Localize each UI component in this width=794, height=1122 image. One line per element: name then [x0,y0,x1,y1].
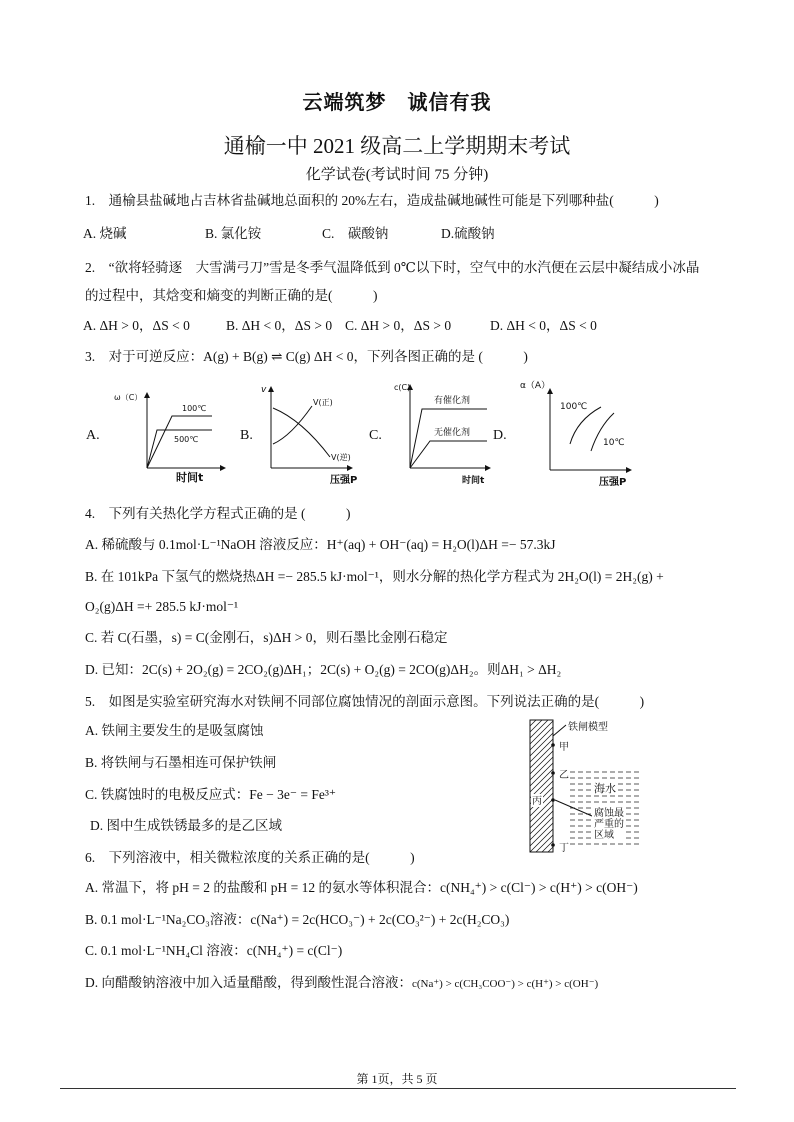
q3-graph-b [258,380,363,488]
q2-option-a: A. ΔH > 0，ΔS < 0 [83,318,190,333]
gate-hatch-line [530,817,553,840]
curve-label-with-catalyst: 有催化剂 [434,396,471,406]
q4-stem: 4. 下列有关热化学方程式正确的是 ( ) [85,506,351,521]
curve-label-10c: 10℃ [603,438,625,448]
point-jia-marker [551,743,555,747]
q1-option-d: D.硫酸钠 [441,226,495,241]
iron-gate-model-label: 铁闸模型 [568,722,608,733]
corrosion-note-line-2: 严重的 [594,819,624,830]
exam-subtitle: 化学试卷(考试时间 75 分钟) [305,167,489,183]
q3-option-b-label: B. [240,428,253,443]
q2-stem-line-1: 2. “欲将轻骑逐 大雪满弓刀”雪是冬季气温降低到 0℃以下时，空气中的水汽便在云层中凝结成小冰晶 [85,260,700,275]
q4-option-d: D. 已知：2C(s) + 2O₂(g) = 2CO₂(g)ΔH₁；2C(s) + O₂(g) = 2CO(g)ΔH₂。则ΔH₁ > ΔH₂ [85,662,562,677]
q5-option-c: C. 铁腐蚀时的电极反应式：Fe − 3e⁻ = Fe³⁺ [85,787,337,802]
seawater-label: 海水 [594,782,616,795]
footer-rule [60,1088,736,1089]
gate-hatch-line [530,805,553,828]
q3-graph-c [390,378,495,488]
q6-option-d [85,975,598,992]
q6-option-b: B. 0.1 mol·L⁻¹Na₂CO₃溶液：c(Na⁺) = 2c(HCO₃⁻) + 2c(CO₃²⁻) + 2c(H₂CO₃) [85,912,510,927]
q5-stem: 5. 如图是实验室研究海水对铁闸不同部位腐蚀情况的剖面示意图。下列说法正确的是( ) [85,694,645,709]
curve-with-catalyst [410,409,487,468]
gate-hatch-line [530,720,542,732]
curve-label-500c: 500℃ [174,435,199,444]
gate-hatch-line [530,745,553,768]
iron-gate-hatching [530,720,553,852]
q6-option-c: C. 0.1 mol·L⁻¹NH₄Cl 溶液：c(NH₄⁺) = c(Cl⁻) [85,943,343,958]
point-ding-label: 丁 [559,843,569,854]
q5-iron-gate-figure [522,712,647,857]
model-pointer-line [553,725,566,736]
gate-hatch-line [530,763,553,786]
q3-option-a-label: A. [86,428,100,443]
corrosion-note-line-1: 腐蚀最 [594,808,624,819]
q1-stem: 1. 通榆县盐碱地占吉林省盐碱地总面积的 20%左右，造成盐碱地碱性可能是下列哪种盐( ) [85,193,659,208]
curve-label-100c: 100℃ [560,402,588,412]
q6-option-a: A. 常温下，将 pH = 2 的盐酸和 pH = 12 的氨水等体积混合：c(NH₄⁺) > c(Cl⁻) > c(H⁺) > c(OH⁻) [85,880,638,895]
q1-option-c: C. 碳酸钠 [322,226,389,241]
q3-option-d-label: D. [493,428,507,443]
q3-graph-d [515,378,640,488]
gate-hatch-line [530,727,553,750]
point-yi-label: 乙 [559,770,569,781]
point-jia-label: 甲 [559,742,569,753]
q3-stem: 3. 对于可逆反应：A(g) + B(g) ⇌ C(g) ΔH < 0，下列各图正确的是 ( ) [85,349,528,364]
gate-hatch-line [530,739,553,762]
q4-option-c: C. 若 C(石墨，s) = C(金刚石，s)ΔH > 0，则石墨比金刚石稳定 [85,630,448,645]
gate-hatch-line [542,841,553,852]
gate-hatch-line [530,720,536,726]
page-number: 第 1页，共 5 页 [356,1072,438,1086]
q1-option-a: A. 烧碱 [83,226,127,241]
gate-hatch-line [530,823,553,846]
curve-label-100c: 100℃ [182,404,207,413]
x-axis-arrow [220,465,226,471]
point-yi-marker [551,771,555,775]
x-axis-arrow [626,467,632,473]
q4-option-b-line-1: B. 在 101kPa 下氢气的燃烧热ΔH =− 285.5 kJ·mol⁻¹，则水分解的热化学方程式为 2H₂O(l) = 2H₂(g) + [85,569,664,584]
y-axis-label: α（A） [520,381,551,391]
q4-option-a: A. 稀硫酸与 0.1mol·L⁻¹NaOH 溶液反应：H⁺(aq) + OH⁻(aq) = H₂O(l)ΔH =− 57.3kJ [85,537,556,552]
gate-hatch-line [530,721,553,744]
exam-motto: 云端筑梦 诚信有我 [302,92,492,114]
q5-option-b: B. 将铁闸与石墨相连可保护铁闸 [85,755,277,770]
point-bing-marker [551,798,555,802]
point-ding-marker [551,843,555,847]
q3-option-c-label: C. [369,428,382,443]
q1-option-b: B. 氯化铵 [205,226,262,241]
q6-option-d-text: D. 向醋酸钠溶液中加入适量醋酸，得到酸性混合溶液： [85,975,412,990]
q5-option-a: A. 铁闸主要发生的是吸氢腐蚀 [85,723,264,738]
gate-hatch-line [530,769,553,792]
x-axis-label: 压强P [599,477,627,488]
q2-option-c: C. ΔH > 0，ΔS > 0 [345,318,452,333]
y-axis-arrow [268,386,274,392]
gate-hatch-line [530,811,553,834]
y-axis-arrow [144,392,150,398]
gate-hatch-line [548,847,553,852]
curve-forward-rate [273,406,312,444]
x-axis-label: 时间t [462,476,485,486]
x-axis-arrow [347,465,353,471]
q5-option-d: D. 图中生成铁锈最多的是乙区域 [90,818,282,833]
q2-stem-line-2: 的过程中，其焓变和熵变的判断正确的是( ) [85,288,378,303]
y-axis-label: c(C) [394,383,411,392]
q2-option-b: B. ΔH < 0，ΔS > 0 [226,318,333,333]
exam-title: 通榆一中 2021 级高二上学期期末考试 [223,134,571,158]
q6-option-d-formula: c(Na⁺) > c(CH₃COO⁻) > c(H⁺) > c(OH⁻) [412,978,599,990]
gate-hatch-line [530,733,553,756]
x-axis-arrow [485,465,491,471]
q6-stem: 6. 下列溶液中，相关微粒浓度的关系正确的是( ) [85,850,415,865]
curve-label-reverse: V(逆) [331,453,351,462]
curve-label-without-catalyst: 无催化剂 [434,428,471,438]
gate-hatch-line [530,829,553,852]
x-axis-label: 压强P [330,475,358,486]
point-bing-label: 丙 [532,796,542,807]
curve-label-forward: V(正) [313,398,333,407]
y-axis-label: v [261,385,267,395]
x-axis-label: 时间t [176,471,204,484]
gate-hatch-line [530,751,553,774]
gate-hatch-line [530,757,553,780]
corrosion-note-line-3: 区域 [594,830,614,841]
curve-reverse-rate [273,408,330,457]
q3-graph-a [110,380,235,485]
q2-option-d: D. ΔH < 0，ΔS < 0 [490,318,597,333]
q4-option-b-line-2: O₂(g)ΔH =+ 285.5 kJ·mol⁻¹ [85,599,239,614]
y-axis-label: ω（C） [114,393,143,402]
curve-without-catalyst [410,441,487,468]
